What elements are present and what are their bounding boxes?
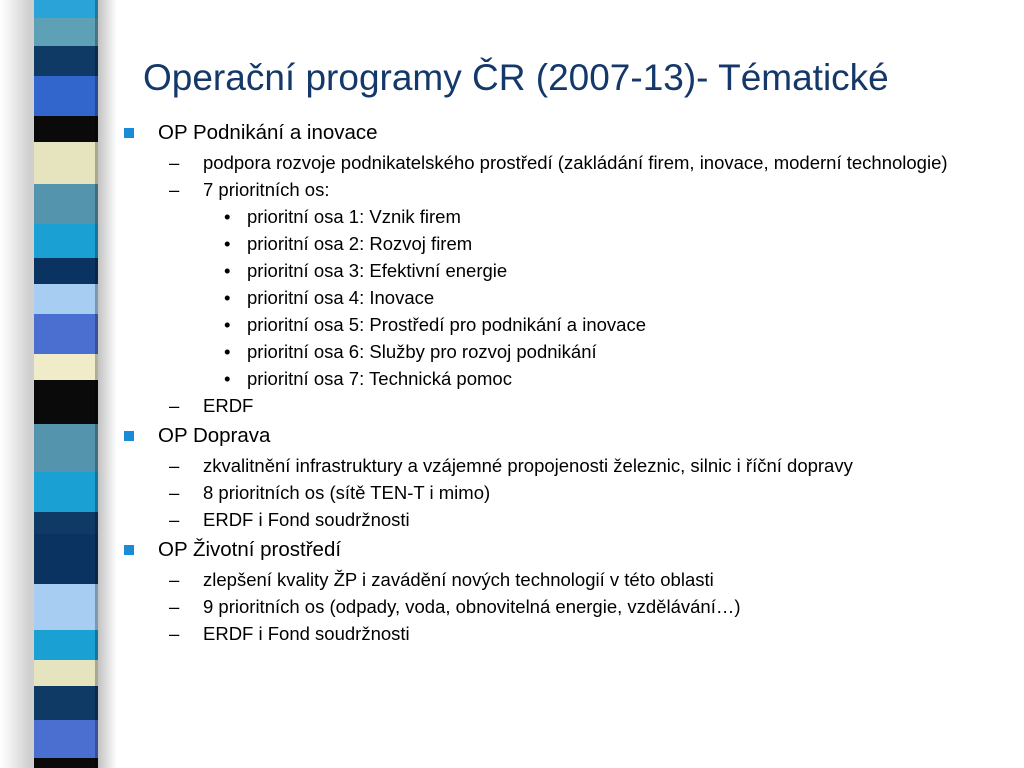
list-item [124, 395, 1004, 417]
stripe-segment [34, 258, 98, 284]
dot-bullet-icon: • [224, 260, 231, 281]
stripe-segment [34, 472, 98, 512]
stripe-segment [34, 686, 98, 720]
section-heading [124, 119, 1004, 147]
sub-list-item-text: prioritní osa 1: Vznik firem [247, 206, 461, 227]
stripe-segment [34, 284, 98, 314]
dash-bullet-icon: – [169, 179, 180, 200]
section-heading [124, 422, 1004, 450]
dash-bullet-icon: – [169, 152, 180, 173]
stripe-segment [34, 380, 98, 424]
list-item-text: 9 prioritních os (odpady, voda, obnovitelná energie, vzdělávání…) [203, 596, 741, 617]
dot-bullet-icon: • [224, 287, 231, 308]
slide-title: Operační programy ČR (2007-13)- Tématické [143, 57, 889, 98]
section-heading [124, 536, 1004, 564]
stripe-segment [34, 660, 98, 686]
sub-list-item [124, 233, 1004, 255]
dash-bullet-icon: – [169, 569, 180, 590]
sub-list-item [124, 368, 1004, 390]
sub-list-item-text: prioritní osa 3: Efektivní energie [247, 260, 508, 281]
dash-bullet-icon: – [169, 623, 180, 644]
dash-bullet-icon: – [169, 596, 180, 617]
dash-bullet-icon: – [169, 455, 180, 476]
stripe-segment [34, 224, 98, 258]
list-item-text: 7 prioritních os: [203, 179, 330, 200]
dot-bullet-icon: • [224, 233, 231, 254]
dot-bullet-icon: • [224, 206, 231, 227]
list-item [124, 482, 1004, 504]
list-item [124, 623, 1004, 645]
list-item [124, 455, 1004, 477]
list-item-text: zkvalitnění infrastruktury a vzájemné propojenosti železnic, silnic i říční dopravy [203, 455, 853, 476]
stripe-segment [34, 424, 98, 472]
section-heading-text: OP Doprava [158, 424, 271, 447]
sub-list-item [124, 260, 1004, 282]
sub-list-item [124, 206, 1004, 228]
dot-bullet-icon: • [224, 341, 231, 362]
list-item [124, 569, 1004, 591]
sub-list-item-text: prioritní osa 2: Rozvoj firem [247, 233, 473, 254]
list-item-text: podpora rozvoje podnikatelského prostředí (zakládání firem, inovace, moderní technologie) [203, 152, 948, 173]
dot-bullet-icon: • [224, 314, 231, 335]
section-heading-text: OP Podnikání a inovace [158, 121, 378, 144]
sub-list-item-text: prioritní osa 4: Inovace [247, 287, 435, 308]
stripe-segment [34, 0, 98, 18]
square-bullet-icon [124, 128, 134, 138]
list-item-text: ERDF i Fond soudržnosti [203, 509, 410, 530]
dot-bullet-icon: • [224, 368, 231, 389]
sub-list-item-text: prioritní osa 6: Služby pro rozvoj podnikání [247, 341, 597, 362]
sub-list-item-text: prioritní osa 7: Technická pomoc [247, 368, 512, 389]
slide-content [124, 119, 1004, 650]
dash-bullet-icon: – [169, 509, 180, 530]
sub-list-item [124, 287, 1004, 309]
stripe-segment [34, 534, 98, 584]
stripe-segment [34, 758, 98, 768]
stripe-segment [34, 354, 98, 380]
sub-list-item-text: prioritní osa 5: Prostředí pro podnikání a inovace [247, 314, 647, 335]
list-item-text: ERDF [203, 395, 254, 416]
dash-bullet-icon: – [169, 395, 180, 416]
stripe-segment [34, 720, 98, 758]
stripe-segment [34, 76, 98, 116]
stripe-segment [34, 584, 98, 630]
stripe-segment [34, 184, 98, 224]
stripe-segment [34, 46, 98, 76]
square-bullet-icon [124, 545, 134, 555]
list-item-text: 8 prioritních os (sítě TEN-T i mimo) [203, 482, 491, 503]
square-bullet-icon [124, 431, 134, 441]
stripe-segment [34, 512, 98, 534]
sub-list-item [124, 341, 1004, 363]
stripe-segment [34, 18, 98, 46]
stripe-segment [34, 116, 98, 142]
list-item [124, 596, 1004, 618]
list-item-text: ERDF i Fond soudržnosti [203, 623, 410, 644]
list-item [124, 509, 1004, 531]
sub-list-item [124, 314, 1004, 336]
list-item [124, 179, 1004, 201]
decorative-stripe-shadow [95, 0, 117, 768]
decorative-color-stripe [34, 0, 98, 768]
list-item [124, 152, 1004, 174]
dash-bullet-icon: – [169, 482, 180, 503]
stripe-segment [34, 142, 98, 184]
list-item-text: zlepšení kvality ŽP i zavádění nových technologií v této oblasti [203, 569, 714, 590]
stripe-segment [34, 314, 98, 354]
section-heading-text: OP Životní prostředí [158, 538, 342, 561]
stripe-segment [34, 630, 98, 660]
